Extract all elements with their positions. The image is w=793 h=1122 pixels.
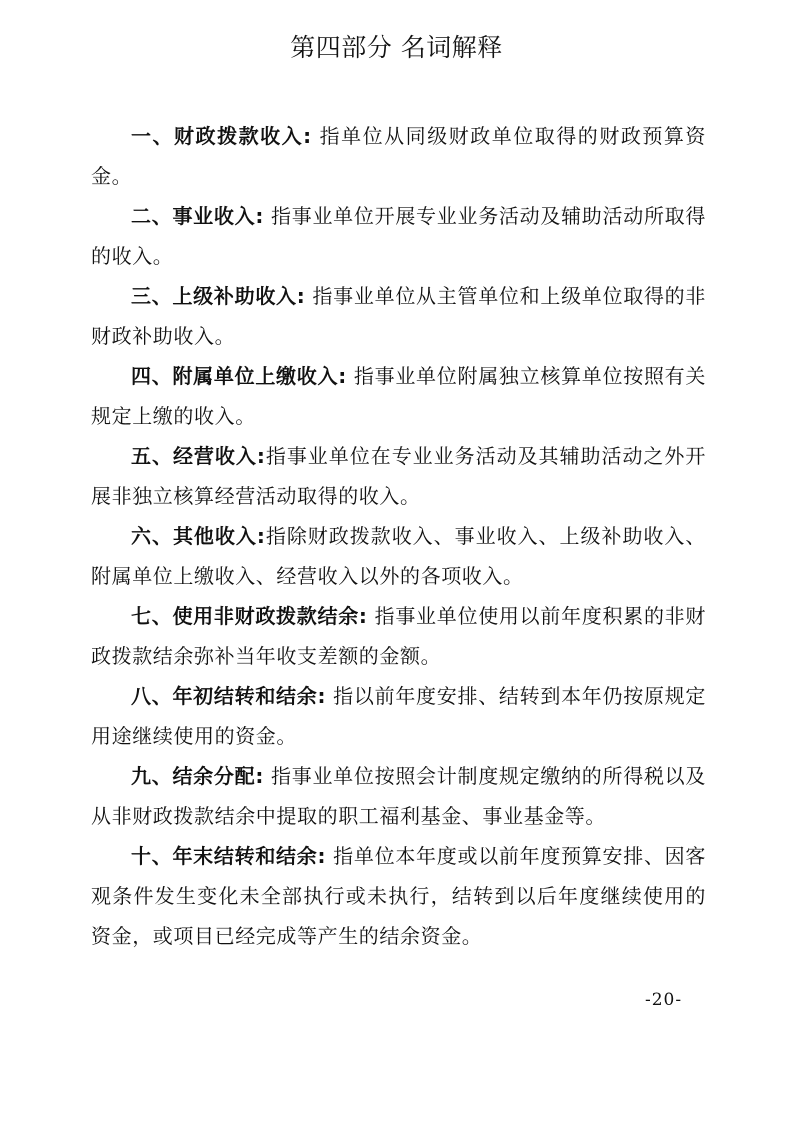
glossary-entry [91,756,706,836]
page-title: 第四部分 名词解释 [290,33,503,62]
term-name: 二、事业收入: [131,204,264,228]
glossary-entry [91,436,706,516]
glossary-entry [91,516,706,596]
term-definition: 指除财政拨款收入、事业收入、上级补助收入、附属单位上缴收入、经营收入以外的各项收入。 [91,524,706,588]
term-name: 一、财政拨款收入: [131,124,312,148]
term-name: 七、使用非财政拨款结余: [131,604,368,628]
term-definition: 指单位从同级财政单位取得的财政预算资金。 [91,124,706,188]
term-definition: 指事业单位从主管单位和上级单位取得的非财政补助收入。 [91,284,706,348]
term-name: 六、其他收入: [131,524,266,548]
term-definition: 指事业单位在专业业务活动及其辅助活动之外开展非独立核算经营活动取得的收入。 [91,444,706,508]
term-name: 九、结余分配: [131,764,264,788]
glossary-entry [91,116,706,196]
term-name: 三、上级补助收入: [131,284,306,308]
term-definition: 指事业单位开展专业业务活动及辅助活动所取得的收入。 [91,204,706,268]
term-definition: 指事业单位使用以前年度积累的非财政拨款结余弥补当年收支差额的金额。 [91,604,706,668]
term-name: 八、年初结转和结余: [131,684,327,708]
glossary-entry [91,276,706,356]
glossary-entry [91,596,706,676]
term-name: 十、年末结转和结余: [131,844,327,868]
term-definition: 指单位本年度或以前年度预算安排、因客观条件发生变化未全部执行或未执行，结转到以后年度继续使用的资金，或项目已经完成等产生的结余资金。 [91,844,706,948]
term-name: 五、经营收入: [131,444,266,468]
glossary-entry [91,836,706,956]
term-definition: 指事业单位附属独立核算单位按照有关规定上缴的收入。 [91,364,706,428]
term-name: 四、附属单位上缴收入: [131,364,347,388]
term-definition: 指以前年度安排、结转到本年仍按原规定用途继续使用的资金。 [91,684,706,748]
glossary-entry [91,676,706,756]
glossary-entry [91,356,706,436]
glossary-body [91,116,706,956]
glossary-entry [91,196,706,276]
term-definition: 指事业单位按照会计制度规定缴纳的所得税以及从非财政拨款结余中提取的职工福利基金、事业基金等。 [91,764,706,828]
page-number: -20- [645,990,683,1010]
